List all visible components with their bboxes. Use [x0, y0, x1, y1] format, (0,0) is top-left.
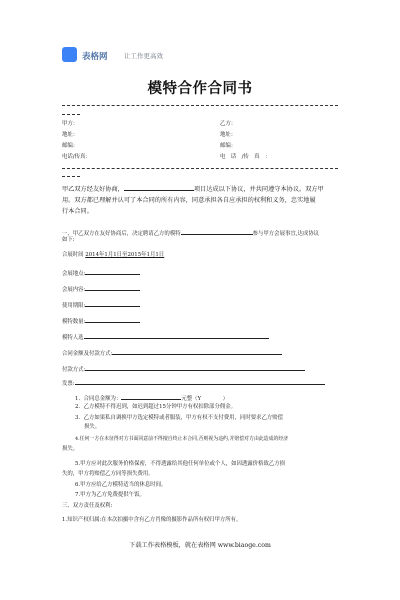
- field-row: [62, 332, 269, 342]
- divider: [62, 176, 80, 177]
- section1-text: 参与甲方会展事宜,达成协议: [252, 231, 320, 237]
- blank-line[interactable]: [84, 332, 269, 339]
- clause-num: 1.: [75, 396, 81, 402]
- logo-text: 表格网: [82, 52, 108, 62]
- blank-line[interactable]: [121, 393, 181, 400]
- blank-line[interactable]: [85, 316, 140, 323]
- tel-a-label: 电话/传真：: [62, 154, 91, 160]
- divider: [62, 105, 338, 106]
- clause-row: [75, 482, 166, 489]
- address-b-label: 地址：: [220, 132, 237, 138]
- clause-row: [75, 393, 228, 403]
- logo-mark: [62, 47, 77, 62]
- blank-line[interactable]: [85, 268, 140, 275]
- blank-line[interactable]: [124, 184, 194, 191]
- clause-text: 乙方模特不得迟到，如迟到超过15分钟甲方有权扣除部分佣金。: [83, 404, 237, 410]
- clause-row: [75, 415, 283, 422]
- intro-line: 甲乙双方经友好协商，: [62, 186, 124, 193]
- blank-line[interactable]: [75, 378, 325, 385]
- clause-row: 损失。: [62, 446, 79, 452]
- clause-row: 失的，甲方将赔偿乙方同等损失费用。: [62, 471, 154, 477]
- postcode-b-label: 邮编：: [220, 143, 237, 149]
- address-a-label: 地址：: [62, 132, 79, 138]
- period-row: [62, 252, 164, 259]
- field-row: [62, 348, 282, 358]
- period-label: 合展时间: [62, 252, 84, 258]
- blank-line[interactable]: [112, 348, 282, 355]
- clause-num: 2.: [75, 404, 81, 410]
- field-label: 付款方式:: [62, 367, 86, 373]
- divider: [62, 168, 338, 169]
- intro-line: 项目达成以下协议，并共同遵守本协议。双方甲: [193, 186, 324, 193]
- blank-line[interactable]: [85, 300, 140, 307]
- field-label: 会展内容:: [62, 287, 86, 293]
- blank-line[interactable]: [181, 228, 253, 235]
- clause-text: 元整（Y ）: [181, 396, 229, 402]
- field-label: 合同金额及付款方式:: [62, 351, 113, 357]
- clause-row: 损失。: [84, 424, 101, 430]
- section1-line: 如下:: [62, 237, 75, 243]
- field-label: 模特人选: [62, 335, 84, 341]
- field-row: [62, 316, 140, 326]
- blank-line[interactable]: [85, 364, 305, 371]
- postcode-a-label: 邮编：: [62, 143, 79, 149]
- party-a-label: 甲方：: [62, 121, 79, 127]
- field-row: [62, 300, 140, 310]
- period-value: 2014年1月1日至2015年1月1日: [85, 252, 165, 258]
- field-label: 使用期限:: [62, 303, 86, 309]
- clause-text: 任何一方在未征得对方书面同意前不得擅自终止本合同,否则视为违约,并赔偿对方由此造成的经济: [79, 436, 289, 442]
- intro-paragraph: [62, 184, 342, 216]
- slogan: 让工作更高效: [124, 52, 163, 60]
- page-title: 模特合作合同书: [147, 81, 253, 97]
- clause-num: 3.: [75, 415, 81, 421]
- field-row: [62, 284, 140, 294]
- clause-row: [75, 492, 145, 499]
- tel-b-label: 电 话 /传 真 ：: [220, 154, 271, 160]
- clause-row: [75, 461, 285, 468]
- clause-row: [75, 436, 288, 443]
- clause-text: 乙方如果私自调换甲方选定模特或者服装，甲方有权不支付费用，同时要求乙方赔偿: [83, 415, 284, 421]
- field-row: [62, 378, 325, 388]
- field-label: 模特数量:: [62, 319, 86, 325]
- clause-text: 甲方为乙方免费提供午饭。: [80, 492, 145, 498]
- section3-heading: 三、双方责任及权利:: [62, 503, 113, 509]
- field-row: [62, 268, 140, 278]
- clause-num: 5.: [75, 461, 81, 467]
- section1-line: [62, 228, 319, 238]
- clause-text: 合同总金额为：: [83, 396, 122, 402]
- section3-item: 1.知识产权归属:在本次拍摄中含有乙方肖像的摄影作品所有权归甲方所有。: [62, 517, 242, 523]
- divider: [62, 114, 80, 115]
- field-label: 发票:: [62, 381, 75, 387]
- field-label: 会展地点:: [62, 271, 86, 277]
- field-row: [62, 364, 305, 374]
- clause-num: 7.: [75, 492, 81, 498]
- footer: 下载工作表格模板，就在表格网 www.biaoge.com: [129, 542, 271, 549]
- blank-line[interactable]: [85, 284, 140, 291]
- clause-num: 4.: [75, 436, 80, 442]
- clause-row: [75, 404, 236, 411]
- intro-line: 行本合同。: [62, 208, 93, 215]
- party-b-label: 乙方：: [220, 121, 237, 127]
- clause-text: 甲方应给乙方模特适当的休息时间。: [80, 482, 167, 488]
- clause-text: 甲方应对此次服务价格保密，不得透露给其他任何单位或个人，如因透露价格致乙方损: [80, 461, 286, 467]
- section1-text: 一、甲乙双方在友好协商后，决定聘请乙方的模特: [62, 231, 181, 237]
- clause-num: 6.: [75, 482, 81, 488]
- intro-line: 用。双方都已理解并认可了本合同的所有内容，同意承担各自应承担的权利和义务，忠实地履: [62, 197, 316, 204]
